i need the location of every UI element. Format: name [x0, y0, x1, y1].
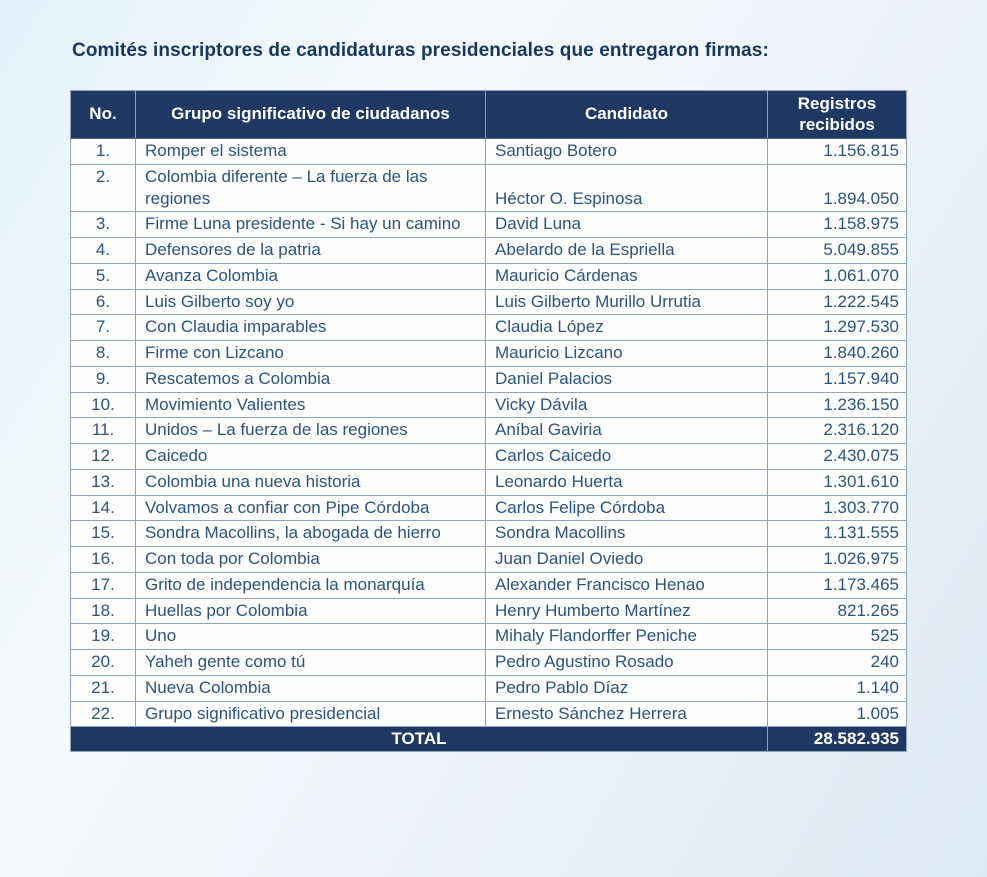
cell-registros: 5.049.855 [768, 238, 907, 264]
cell-candidato: Aníbal Gaviria [486, 418, 768, 444]
cell-no: 13. [71, 469, 136, 495]
cell-registros: 1.236.150 [768, 392, 907, 418]
cell-grupo: Colombia una nueva historia [136, 469, 486, 495]
cell-grupo: Sondra Macollins, la abogada de hierro [136, 521, 486, 547]
cell-no: 19. [71, 624, 136, 650]
cell-grupo: Uno [136, 624, 486, 650]
table-row [71, 598, 907, 624]
cell-candidato: Carlos Felipe Córdoba [486, 495, 768, 521]
cell-registros: 1.005 [768, 701, 907, 727]
cell-registros: 1.301.610 [768, 469, 907, 495]
cell-grupo: Romper el sistema [136, 139, 486, 165]
cell-candidato: Daniel Palacios [486, 366, 768, 392]
cell-candidato: Leonardo Huerta [486, 469, 768, 495]
cell-no: 20. [71, 650, 136, 676]
table-footer [71, 727, 907, 752]
cell-grupo: Grito de independencia la monarquía [136, 572, 486, 598]
cell-grupo: Movimiento Valientes [136, 392, 486, 418]
table-row [71, 238, 907, 264]
cell-grupo: Luis Gilberto soy yo [136, 289, 486, 315]
cell-no: 18. [71, 598, 136, 624]
table-row [71, 444, 907, 470]
cell-candidato: Henry Humberto Martínez [486, 598, 768, 624]
table-row [71, 675, 907, 701]
cell-registros: 1.303.770 [768, 495, 907, 521]
cell-candidato: Mauricio Cárdenas [486, 263, 768, 289]
cell-grupo: Avanza Colombia [136, 263, 486, 289]
cell-registros: 1.131.555 [768, 521, 907, 547]
table-row [71, 469, 907, 495]
cell-no: 10. [71, 392, 136, 418]
cell-grupo: Nueva Colombia [136, 675, 486, 701]
table-row [71, 572, 907, 598]
table-row [71, 495, 907, 521]
table-row [71, 164, 907, 212]
cell-no: 7. [71, 315, 136, 341]
table-row [71, 315, 907, 341]
cell-no: 2. [71, 164, 136, 212]
cell-no: 4. [71, 238, 136, 264]
cell-grupo: Huellas por Colombia [136, 598, 486, 624]
cell-registros: 1.026.975 [768, 547, 907, 573]
cell-grupo: Unidos – La fuerza de las regiones [136, 418, 486, 444]
table-body [71, 139, 907, 727]
cell-candidato: David Luna [486, 212, 768, 238]
cell-candidato: Mauricio Lizcano [486, 341, 768, 367]
total-label: TOTAL [71, 727, 768, 752]
cell-no: 6. [71, 289, 136, 315]
cell-candidato: Santiago Botero [486, 139, 768, 165]
cell-grupo: Caicedo [136, 444, 486, 470]
cell-registros: 821.265 [768, 598, 907, 624]
cell-candidato: Abelardo de la Espriella [486, 238, 768, 264]
cell-registros: 525 [768, 624, 907, 650]
cell-grupo: Yaheh gente como tú [136, 650, 486, 676]
cell-candidato: Héctor O. Espinosa [486, 164, 768, 212]
cell-registros: 1.140 [768, 675, 907, 701]
cell-registros: 1.297.530 [768, 315, 907, 341]
cell-no: 17. [71, 572, 136, 598]
table-header [71, 91, 907, 139]
cell-no: 21. [71, 675, 136, 701]
cell-candidato: Alexander Francisco Henao [486, 572, 768, 598]
cell-candidato: Pedro Agustino Rosado [486, 650, 768, 676]
cell-grupo: Defensores de la patria [136, 238, 486, 264]
column-header-no: No. [71, 91, 136, 139]
table-row [71, 701, 907, 727]
cell-grupo: Firme Luna presidente - Si hay un camino [136, 212, 486, 238]
cell-candidato: Mihaly Flandorffer Peniche [486, 624, 768, 650]
cell-registros: 2.316.120 [768, 418, 907, 444]
total-row [71, 727, 907, 752]
table-row [71, 212, 907, 238]
cell-registros: 1.222.545 [768, 289, 907, 315]
cell-candidato: Pedro Pablo Díaz [486, 675, 768, 701]
cell-no: 15. [71, 521, 136, 547]
signatures-table [70, 90, 907, 752]
cell-no: 8. [71, 341, 136, 367]
cell-grupo: Firme con Lizcano [136, 341, 486, 367]
cell-registros: 1.158.975 [768, 212, 907, 238]
header-row [71, 91, 907, 139]
cell-candidato: Ernesto Sánchez Herrera [486, 701, 768, 727]
cell-no: 5. [71, 263, 136, 289]
cell-registros: 1.173.465 [768, 572, 907, 598]
cell-registros: 240 [768, 650, 907, 676]
cell-registros: 2.430.075 [768, 444, 907, 470]
table-row [71, 289, 907, 315]
cell-no: 22. [71, 701, 136, 727]
table-row [71, 366, 907, 392]
cell-candidato: Vicky Dávila [486, 392, 768, 418]
cell-grupo: Con Claudia imparables [136, 315, 486, 341]
table-row [71, 341, 907, 367]
column-header-grupo: Grupo significativo de ciudadanos [136, 91, 486, 139]
cell-grupo: Grupo significativo presidencial [136, 701, 486, 727]
column-header-candidato: Candidato [486, 91, 768, 139]
cell-registros: 1.840.260 [768, 341, 907, 367]
table-row [71, 139, 907, 165]
cell-no: 11. [71, 418, 136, 444]
cell-candidato: Carlos Caicedo [486, 444, 768, 470]
cell-candidato: Luis Gilberto Murillo Urrutia [486, 289, 768, 315]
cell-no: 14. [71, 495, 136, 521]
cell-no: 3. [71, 212, 136, 238]
cell-candidato: Claudia López [486, 315, 768, 341]
cell-registros: 1.061.070 [768, 263, 907, 289]
cell-grupo: Volvamos a confiar con Pipe Córdoba [136, 495, 486, 521]
cell-no: 9. [71, 366, 136, 392]
cell-registros: 1.157.940 [768, 366, 907, 392]
table-row [71, 521, 907, 547]
cell-no: 16. [71, 547, 136, 573]
cell-no: 1. [71, 139, 136, 165]
column-header-registros: Registros recibidos [768, 91, 907, 139]
cell-grupo: Con toda por Colombia [136, 547, 486, 573]
table-row [71, 392, 907, 418]
cell-registros: 1.156.815 [768, 139, 907, 165]
page-title: Comités inscriptores de candidaturas presidenciales que entregaron firmas: [72, 40, 769, 61]
cell-candidato: Juan Daniel Oviedo [486, 547, 768, 573]
cell-candidato: Sondra Macollins [486, 521, 768, 547]
total-value: 28.582.935 [768, 727, 907, 752]
table-row [71, 650, 907, 676]
table-row [71, 624, 907, 650]
cell-grupo: Rescatemos a Colombia [136, 366, 486, 392]
cell-grupo: Colombia diferente – La fuerza de las regiones [136, 164, 486, 212]
cell-no: 12. [71, 444, 136, 470]
table-row [71, 418, 907, 444]
cell-registros: 1.894.050 [768, 164, 907, 212]
table-row [71, 263, 907, 289]
table-row [71, 547, 907, 573]
